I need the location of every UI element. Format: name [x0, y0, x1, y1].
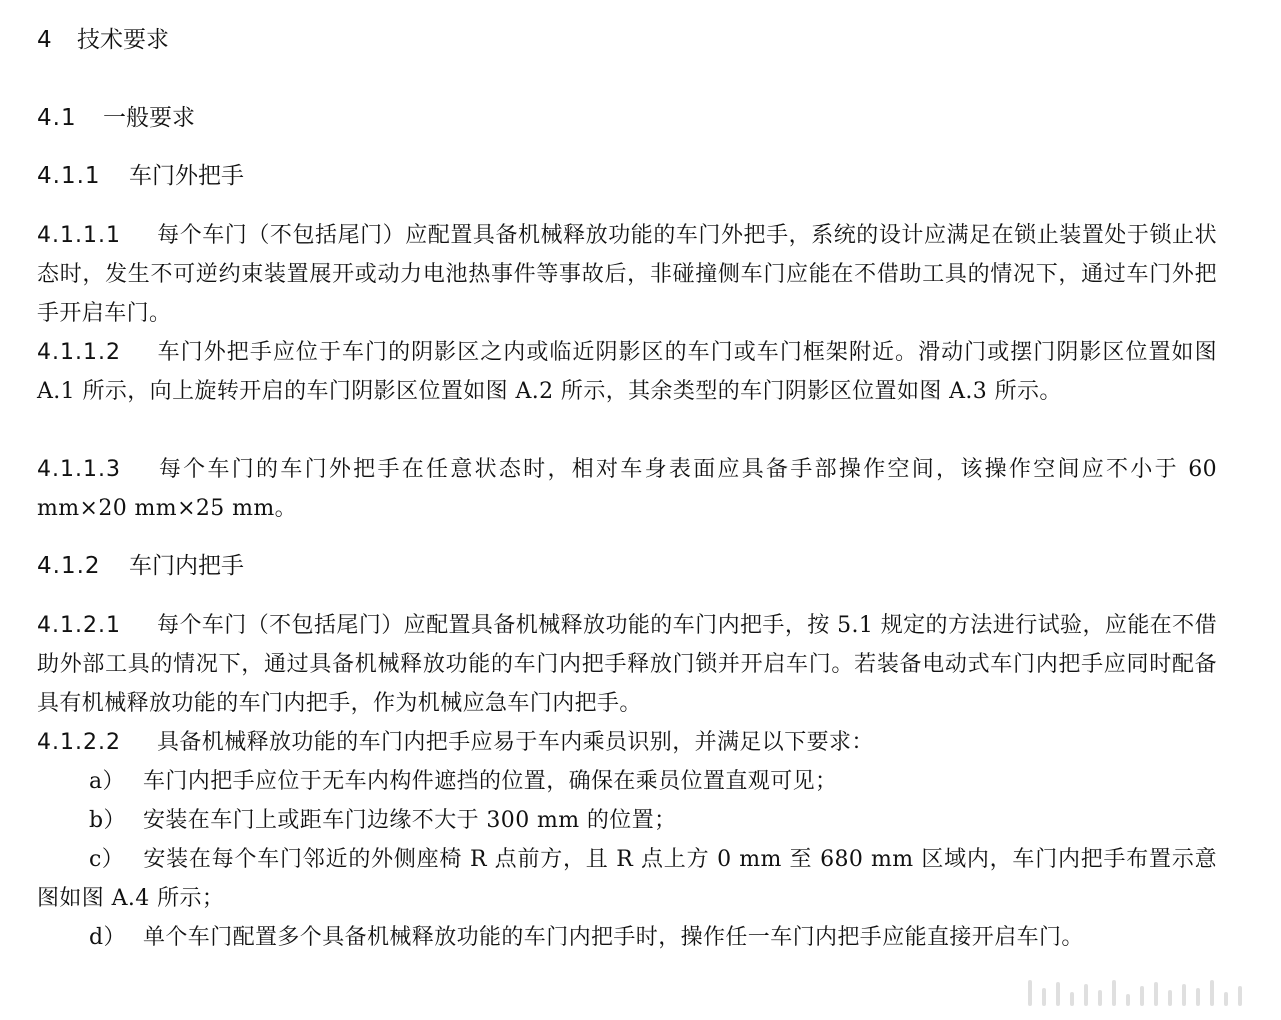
list-item-label: b）	[89, 808, 126, 833]
list-item-text: 车门内把手应位于无车内构件遮挡的位置，确保在乘员位置直观可见；	[143, 769, 838, 794]
outer-handle-title: 车门外把手	[129, 163, 244, 189]
list-item-text: 安装在每个车门邻近的外侧座椅 R 点前方，且 R 点上方 0 mm 至 680 mm 区域内，车门内把手布置示意图如图 A.4 所示；	[37, 847, 1217, 911]
clause-number: 4.1.2.2	[37, 730, 121, 755]
inner-handle-heading	[37, 551, 244, 581]
list-item-text: 安装在车门上或距车门边缘不大于 300 mm 的位置；	[143, 808, 677, 833]
inner-handle-title: 车门内把手	[129, 553, 244, 579]
clause-4-1-1-2	[37, 333, 1217, 411]
clause-4-1-1-1	[37, 216, 1217, 333]
subsection-title: 一般要求	[103, 105, 195, 131]
list-item-a	[37, 762, 1217, 801]
section-title: 技术要求	[77, 27, 169, 53]
outer-handle-heading	[37, 161, 244, 191]
clause-text: 每个车门（不包括尾门）应配置具备机械释放功能的车门内把手，按 5.1 规定的方法进行试验，应能在不借助外部工具的情况下，通过具备机械释放功能的车门内把手释放门锁并开启车门。若装备电动式车门内把手应同时配备具有机械释放功能的车门内把手，作为机械应急车门内把手。	[37, 613, 1217, 716]
list-item-c	[37, 840, 1217, 918]
section-heading	[37, 25, 169, 55]
section-number: 4	[37, 27, 53, 53]
list-item-b	[37, 801, 1217, 840]
clause-text: 每个车门的车门外把手在任意状态时，相对车身表面应具备手部操作空间，该操作空间应不小于 60 mm×20 mm×25 mm。	[37, 457, 1217, 521]
outer-handle-number: 4.1.1	[37, 163, 101, 189]
clause-text: 每个车门（不包括尾门）应配置具备机械释放功能的车门外把手，系统的设计应满足在锁止装置处于锁止状态时，发生不可逆约束装置展开或动力电池热事件等事故后，非碰撞侧车门应能在不借助工具的情况下，通过车门外把手开启车门。	[37, 223, 1217, 326]
inner-handle-number: 4.1.2	[37, 553, 101, 579]
subsection-number: 4.1	[37, 105, 77, 131]
clause-number: 4.1.1.1	[37, 223, 121, 248]
clause-4-1-2-1	[37, 606, 1217, 723]
clause-text: 车门外把手应位于车门的阴影区之内或临近阴影区的车门或车门框架附近。滑动门或摆门阴影区位置如图 A.1 所示，向上旋转开启的车门阴影区位置如图 A.2 所示，其余类型的车门阴影区位置如图 A.3 所示。	[37, 340, 1217, 404]
list-item-label: c）	[89, 847, 125, 872]
clause-4-1-2-2	[37, 723, 1217, 762]
watermark-logo	[1028, 980, 1268, 1006]
clause-4-1-1-3	[37, 450, 1217, 528]
clause-number: 4.1.2.1	[37, 613, 121, 638]
clause-number: 4.1.1.3	[37, 457, 121, 482]
list-item-label: d）	[89, 925, 126, 950]
subsection-heading	[37, 103, 195, 133]
list-item-d	[37, 918, 1217, 957]
list-item-text: 单个车门配置多个具备机械释放功能的车门内把手时，操作任一车门内把手应能直接开启车门。	[143, 925, 1084, 950]
clause-number: 4.1.1.2	[37, 340, 121, 365]
list-item-label: a）	[89, 769, 125, 794]
clause-text: 具备机械释放功能的车门内把手应易于车内乘员识别，并满足以下要求：	[157, 730, 874, 755]
